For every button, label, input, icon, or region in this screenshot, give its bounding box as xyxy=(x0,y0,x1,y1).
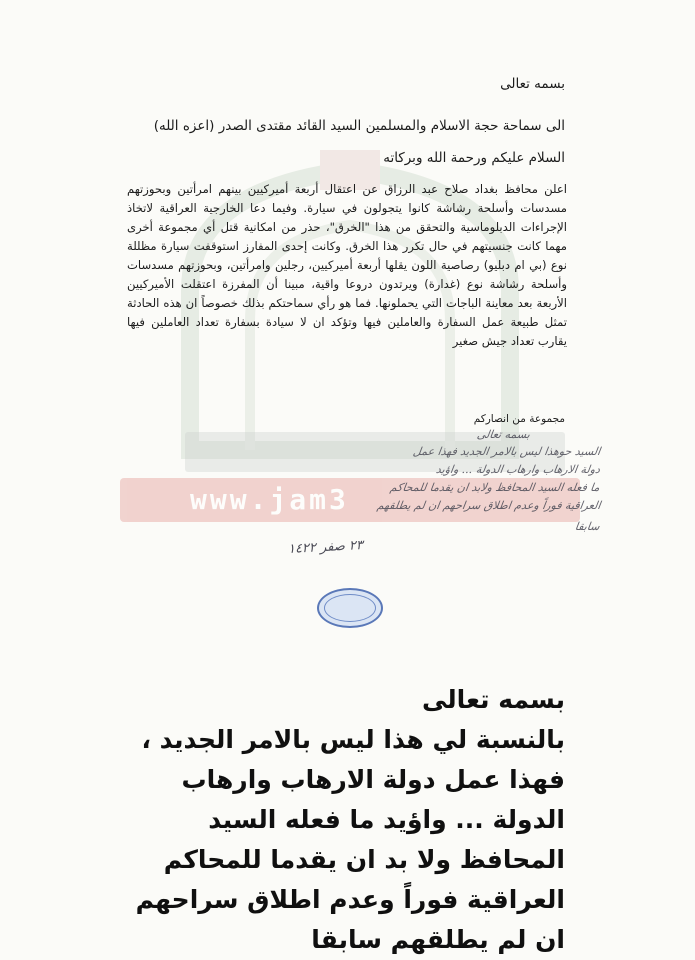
letter-addressee: الى سماحة حجة الاسلام والمسلمين السيد القائد مقتدى الصدر (اعزه الله) xyxy=(153,118,565,134)
handwritten-line: ما فعله السيد المحافظ ولابد ان يقدما للمحاكم xyxy=(389,481,601,494)
handwritten-line: العراقية فوراً وعدم اطلاق سراحهم ان لم يطلقهم xyxy=(375,499,601,512)
comment-heading: بسمه تعالى xyxy=(421,685,565,714)
letter-basmala: بسمه تعالى xyxy=(500,76,565,92)
seal-stamp xyxy=(317,588,383,628)
letter-body: اعلن محافظ بغداد صلاح عبد الرزاق عن اعتقال أربعة أميركيين بينهم امرأتين وبحوزتهم مسدسات وأسلحة رشاشة كانوا يتجولون في سيارة. وفيما دعا الخارجية العراقية لاتخاذ الإجراءات الدبلوماسية والتحقق من هذا "الخرق"، حذر من امكانية قتل أي مجموعة أخرى مهما كانت جنسيتهم في حال تكرر هذا الخرق. وكانت إحدى المفارز استوقفت سيارة مظللة نوع (بي ام دبليو) رصاصية اللون يقلها أربعة أميركيين، رجلين وامرأتين، وبحوزتهم مسدسات وأسلحة رشاشة نوع (غدارة) ويرتدون دروعا واقية، مبينا أن المفرزة اعتقلت الأميركيين الأربعة بعد معاينة الباجات التي يحملونها. فما هو رأي سماحتكم بذلك خصوصاً ان هذه الحادثة تمثل طبيعة عمل السفارة والعاملين فيها وتؤكد ان لا سيادة بسفارة تعداد العاملين فيها يقارب تعداد جيش صغير xyxy=(127,182,567,348)
seal-inner-ring xyxy=(324,594,376,622)
watermark-url: www.jam3 xyxy=(120,478,580,522)
letter-signature: مجموعة من انصاركم xyxy=(473,413,565,425)
comment-text: بالنسبة لي هذا ليس بالامر الجديد ، فهذا عمل دولة الارهاب وارهاب الدولة ... واؤيد ما فعله السيد المحافظ ولا بد ان يقدما للمحاكم العراقية فوراً وعدم اطلاق سراحهم ان لم يطلقهم سابقا xyxy=(135,725,565,954)
handwritten-line: دولة الارهاب وارهاب الدولة ... واؤيد xyxy=(435,463,601,476)
handwritten-line: السيد حوهذا ليس بالامر الجديد فهذا عمل xyxy=(411,445,601,458)
handwritten-line: بسمه تعالى xyxy=(476,428,531,441)
handwritten-line: سابقا xyxy=(574,520,601,533)
letter-greeting: السلام عليكم ورحمة الله وبركاته xyxy=(383,150,565,166)
handwritten-note xyxy=(230,428,600,558)
comment-block xyxy=(135,680,565,960)
handwritten-date: ٢٣ صفر ١٤٢٢ xyxy=(287,538,364,557)
